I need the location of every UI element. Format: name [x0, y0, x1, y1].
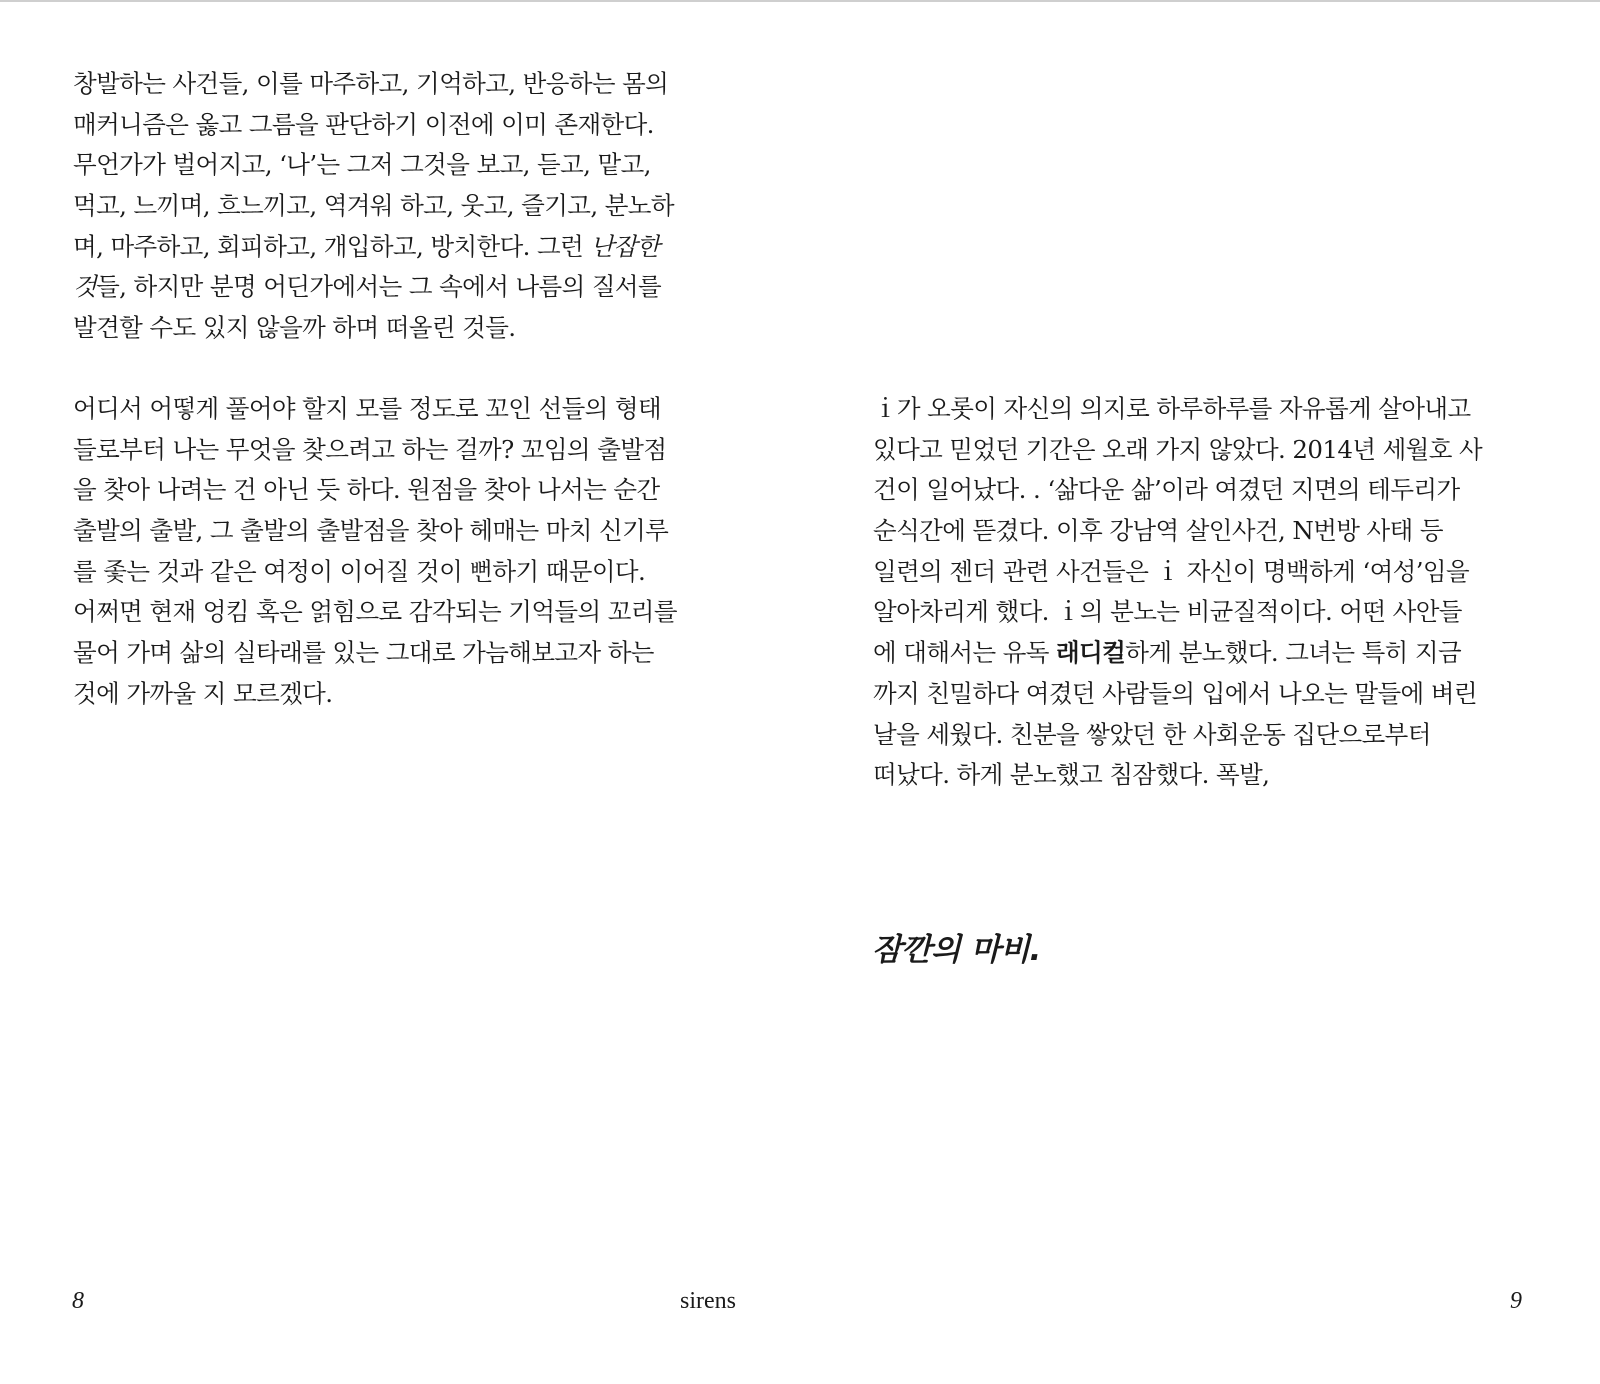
left-paragraph-2 [73, 389, 677, 715]
text-line: 일련의 젠더 관련 사건들은 ｉ 자신이 명백하게 ‘여성’임을 [873, 556, 1470, 586]
text-line: 떠났다. 하게 분노했고 침잠했다. 폭발, [873, 760, 1270, 790]
top-rule [0, 0, 1600, 2]
text-line: 것에 가까울 지 모르겠다. [73, 678, 333, 708]
running-title: sirens [680, 1288, 736, 1314]
text-line: 있다고 믿었던 기간은 오래 가지 않았다. 2014년 세월호 사 [873, 434, 1483, 464]
text-line: 창발하는 사건들, 이를 마주하고, 기억하고, 반응하는 몸의 [73, 69, 669, 98]
text-line: ｉ가 오롯이 자신의 의지로 하루하루를 자유롭게 살아내고 [873, 394, 1471, 423]
text-line: 까지 친밀하다 여겼던 사람들의 입에서 나오는 말들에 벼린 [873, 678, 1477, 708]
text-line [873, 633, 1482, 674]
text-line: 건이 일어났다. . ‘삶다운 삶’이라 여겼던 지면의 테두리가 [873, 475, 1460, 505]
right-paragraph-1 [873, 389, 1482, 796]
text-line: 들로부터 나는 무엇을 찾으려고 하는 걸까? 꼬임의 출발점 [73, 434, 667, 464]
page-number-left: 8 [72, 1288, 84, 1314]
section-heading: 잠깐의 마비. [872, 932, 1041, 968]
text-line [73, 227, 674, 268]
left-paragraph-1 [73, 64, 674, 349]
text-line: 발견할 수도 있지 않을까 하며 떠올린 것들. [73, 313, 516, 343]
text-line: 알아차리게 했다. ｉ의 분노는 비균질적이다. 어떤 사안들 [873, 597, 1462, 627]
text-line [73, 267, 674, 308]
text-line: 어쩌면 현재 엉킴 혹은 얽힘으로 감각되는 기억들의 꼬리를 [73, 597, 677, 627]
text-line: 을 찾아 나려는 건 아닌 듯 하다. 원점을 찾아 나서는 순간 [73, 475, 660, 505]
italic-emphasis: 것 [73, 272, 97, 302]
text-line: 먹고, 느끼며, 흐느끼고, 역겨워 하고, 웃고, 즐기고, 분노하 [73, 191, 674, 221]
text-line: 어디서 어떻게 풀어야 할지 모를 정도로 꼬인 선들의 형태 [73, 394, 662, 423]
text-line: 무언가가 벌어지고, ‘나’는 그저 그것을 보고, 듣고, 맡고, [73, 150, 651, 180]
italic-emphasis: 난잡한 [590, 231, 660, 261]
page-number-right: 9 [1510, 1288, 1522, 1314]
text-segment: 들, 하지만 분명 어딘가에서는 그 속에서 나름의 질서를 [96, 272, 662, 302]
text-segment: 하게 분노했다. 그녀는 특히 지금 [1125, 638, 1462, 668]
bold-emphasis: 래디컬 [1056, 638, 1126, 668]
text-line: 물어 가며 삶의 실타래를 있는 그대로 가늠해보고자 하는 [73, 638, 654, 668]
text-segment: 며, 마주하고, 회피하고, 개입하고, 방치한다. 그런 [73, 231, 591, 261]
text-line: 날을 세웠다. 친분을 쌓았던 한 사회운동 집단으로부터 [873, 719, 1431, 749]
text-line: 순식간에 뜯겼다. 이후 강남역 살인사건, N번방 사태 등 [873, 516, 1443, 546]
text-line: 출발의 출발, 그 출발의 출발점을 찾아 헤매는 마치 신기루 [73, 516, 669, 546]
text-line: 를 좇는 것과 같은 여정이 이어질 것이 뻔하기 때문이다. [73, 556, 646, 586]
text-segment: 에 대해서는 유독 [873, 638, 1057, 668]
text-line: 매커니즘은 옳고 그름을 판단하기 이전에 이미 존재한다. [73, 109, 654, 139]
